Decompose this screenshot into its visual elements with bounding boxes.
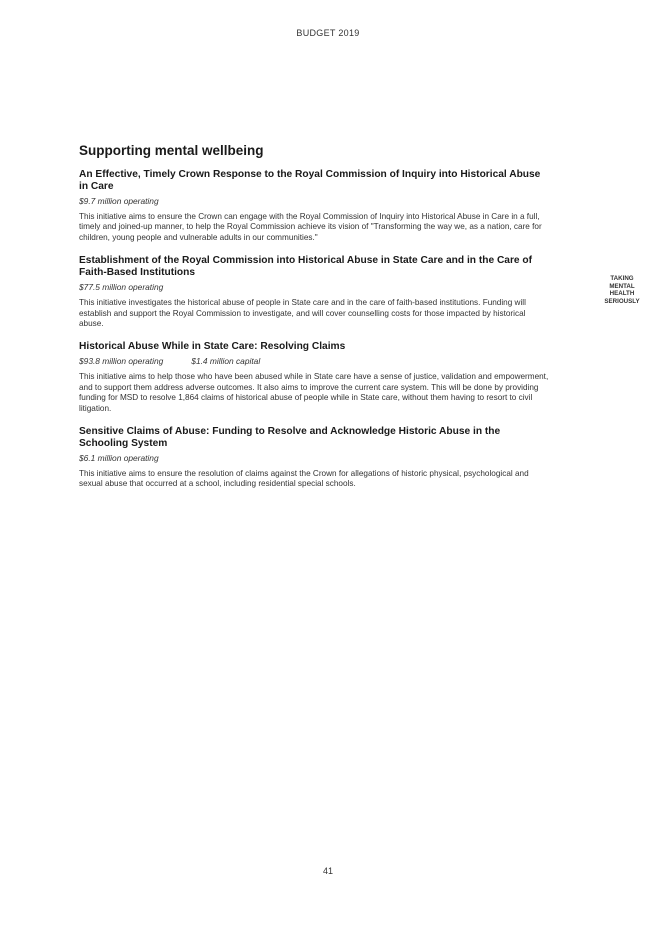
funding-amount: $93.8 million operating [79,356,164,367]
initiative-title: An Effective, Timely Crown Response to the Royal Commission of Inquiry into Historical Abuse in Care [79,169,541,192]
initiative-description: This initiative investigates the historical abuse of people in State care and in the care of faith-based institutions. Funding will establish and support the Royal Commission to investigate, and will cover counselling costs for those impacted by historical abuse. [79,298,526,329]
funding-amount: $6.1 million operating [79,453,159,464]
side-label-line: TAKING [610,275,634,282]
initiative-item [79,426,549,490]
initiative-item [79,341,549,414]
funding-amount: $1.4 million capital [191,356,261,367]
funding-row [79,196,549,206]
funding-amount: $9.7 million operating [79,196,159,206]
section-heading: Supporting mental wellbeing [79,143,264,158]
initiative-item [79,255,549,329]
side-label-line: MENTAL [609,282,635,290]
side-label-line: SERIOUSLY [604,297,640,305]
side-label [596,275,648,305]
initiative-description: This initiative aims to ensure the resolution of claims against the Crown for allegations of historic physical, psychological and sexual abuse that occurred at a school, including residential special schools. [79,469,529,489]
initiative-description: This initiative aims to ensure the Crown can engage with the Royal Commission of Inquiry into Historical Abuse in Care in a full, timely and joined-up manner, to help the Royal Commission achieve its vision of "Transforming the way we, as a nation, care for children, young people and vulnerable adults in our communities." [79,212,542,242]
initiative-description: This initiative aims to help those who have been abused while in State care have a sense of justice, validation and empowerment, and to support them address adverse outcomes. It also aims to improve the current care system. This will be done by providing funding for MSD to resolve 1,864 claims of historical abuse of people while in State care, without them having to resort to civil litigation. [79,372,549,413]
initiative-title: Sensitive Claims of Abuse: Funding to Resolve and Acknowledge Historic Abuse in the Schooling System [79,426,501,450]
funding-amount: $77.5 million operating [79,282,164,293]
side-label-line: HEALTH [609,290,635,298]
funding-row [79,356,549,366]
funding-row [79,282,549,292]
page-number: 41 [322,866,333,876]
funding-row [79,453,549,463]
main-content [79,143,549,502]
page-header-title: BUDGET 2019 [296,28,360,38]
initiative-item [79,169,549,243]
initiative-title: Historical Abuse While in State Care: Resolving Claims [79,341,346,353]
initiative-title: Establishment of the Royal Commission into Historical Abuse in State Care and in the Care of Faith-Based Institutions [79,255,533,279]
